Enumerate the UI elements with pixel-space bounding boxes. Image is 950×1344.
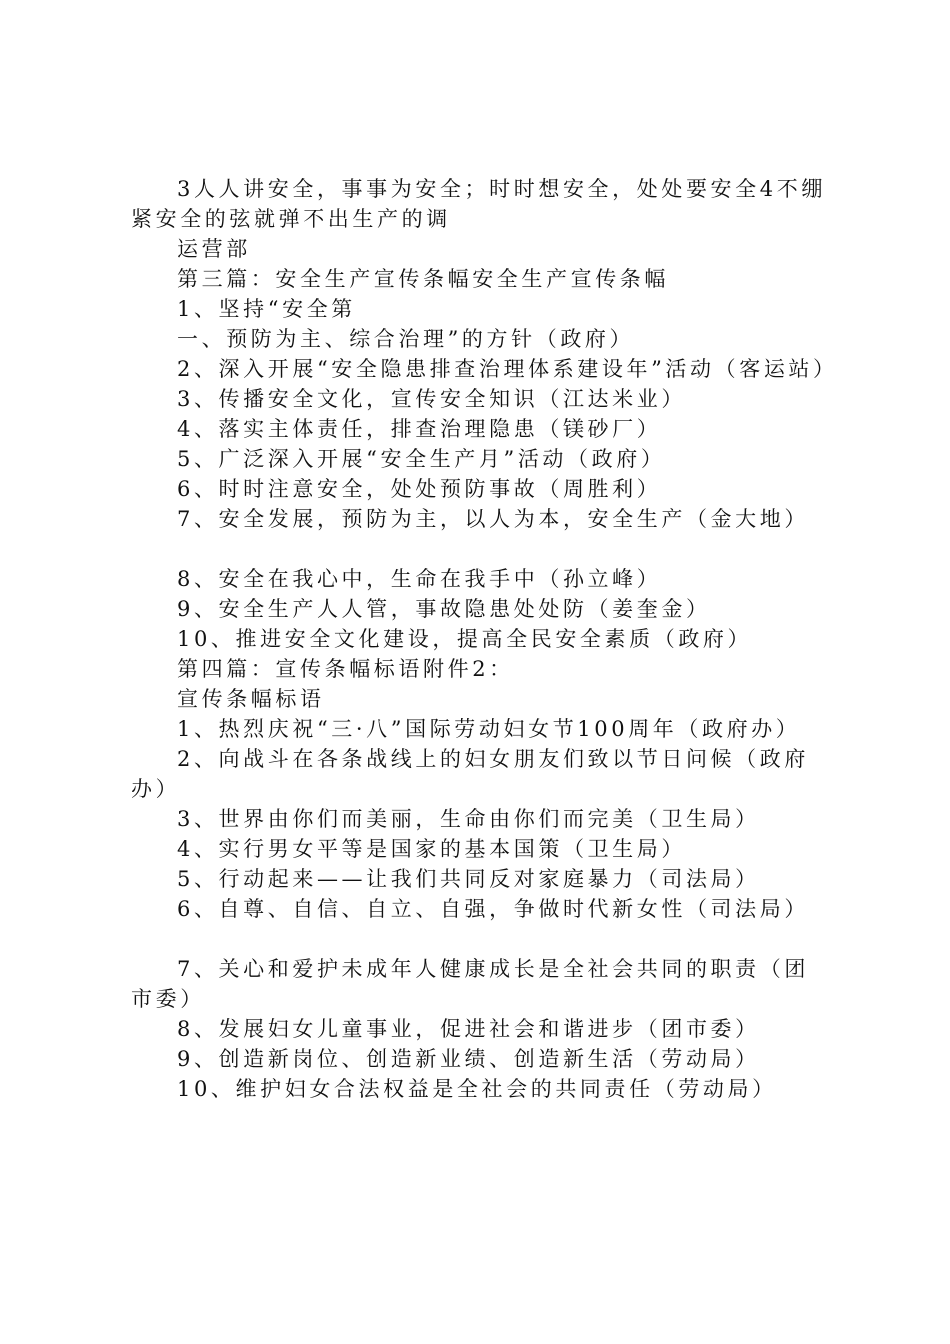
list-item: 8、发展妇女儿童事业，促进社会和谐进步（团市委） [177, 1017, 760, 1041]
list-item: 6、自尊、自信、自立、自强，争做时代新女性（司法局） [177, 897, 809, 921]
list-item: 7、安全发展，预防为主，以人为本，安全生产（金大地） [177, 507, 809, 531]
list-item: 5、广泛深入开展“安全生产月”活动（政府） [177, 447, 666, 471]
list-item: 一、预防为主、综合治理”的方针（政府） [177, 327, 635, 351]
list-item: 3、传播安全文化，宣传安全知识（江达米业） [177, 387, 686, 411]
list-item: 4、实行男女平等是国家的基本国策（卫生局） [177, 837, 686, 861]
list-item: 5、行动起来——让我们共同反对家庭暴力（司法局） [177, 867, 760, 891]
list-item: 1、热烈庆祝“三·八”国际劳动妇女节100周年（政府办） [177, 717, 801, 741]
paragraph-safety-slogan-3-4: 3人人讲安全，事事为安全；时时想安全，处处要安全4不绷紧安全的弦就弹不出生产的调 [131, 177, 826, 231]
blank-line [131, 534, 831, 564]
list-item: 10、维护妇女合法权益是全社会的共同责任（劳动局） [177, 1077, 777, 1101]
list-item: 9、安全生产人人管，事故隐患处处防（姜奎金） [177, 597, 711, 621]
list-item: 1、坚持“安全第 [177, 297, 356, 321]
blank-line [131, 924, 831, 954]
paragraph-operations-dept: 运营部 [177, 237, 251, 261]
document-body [131, 174, 838, 1104]
list-item: 10、推进安全文化建设，提高全民安全素质（政府） [177, 627, 753, 651]
list-item: 2、向战斗在各条战线上的妇女朋友们致以节日问候（政府办） [131, 747, 809, 801]
section-heading-part-4: 第四篇：宣传条幅标语附件2： [177, 657, 514, 681]
list-item: 4、落实主体责任，排查治理隐患（镁砂厂） [177, 417, 662, 441]
list-item: 2、深入开展“安全隐患排查治理体系建设年”活动（客运站） [177, 357, 838, 381]
section-heading-part-3: 第三篇：安全生产宣传条幅安全生产宣传条幅 [177, 267, 669, 291]
list-item: 7、关心和爱护未成年人健康成长是全社会共同的职责（团市委） [131, 957, 809, 1011]
list-item: 3、世界由你们而美丽，生命由你们而完美（卫生局） [177, 807, 760, 831]
list-item: 8、安全在我心中，生命在我手中（孙立峰） [177, 567, 662, 591]
list-item: 9、创造新岗位、创造新业绩、创造新生活（劳动局） [177, 1047, 760, 1071]
list-item: 6、时时注意安全，处处预防事故（周胜利） [177, 477, 662, 501]
sub-heading-banner-slogans: 宣传条幅标语 [177, 687, 325, 711]
